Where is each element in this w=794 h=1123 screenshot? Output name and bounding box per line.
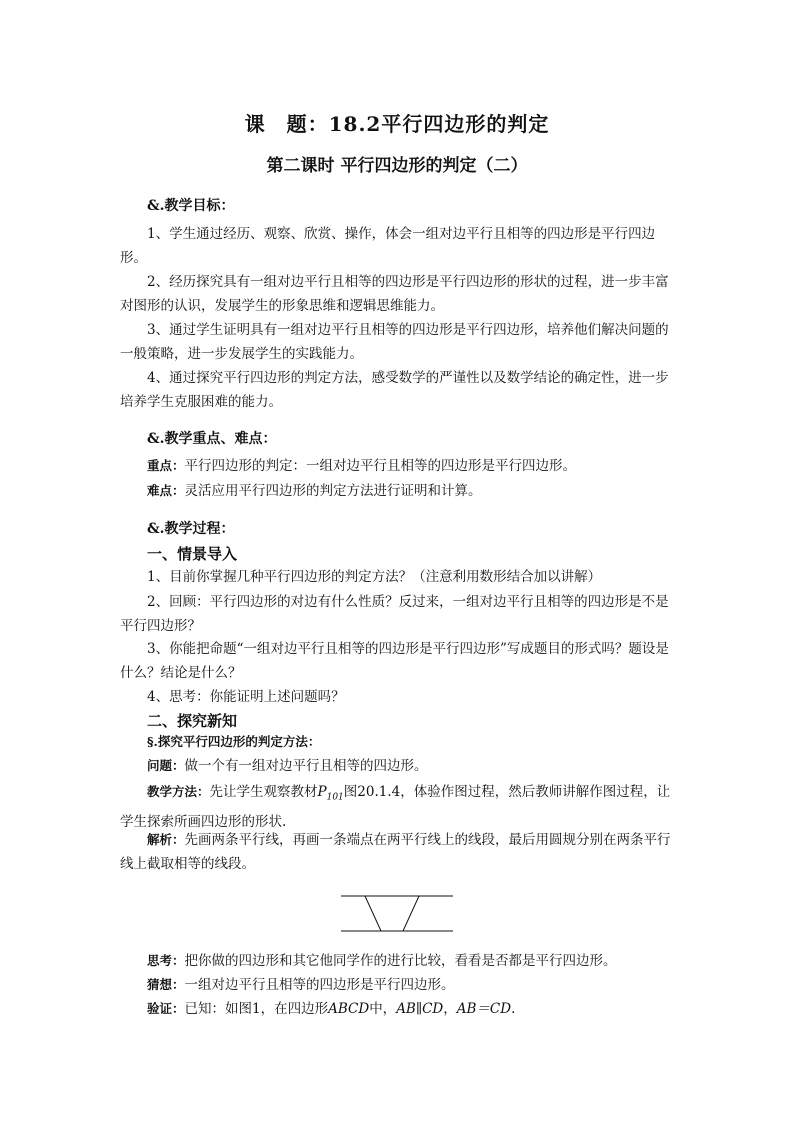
goal-item-2: 2、经历探究具有一组对边平行且相等的四边形是平行四边形的形状的过程，进一步丰富对图形的认识，发展学生的形象思维和逻辑思维能力。 bbox=[120, 274, 669, 314]
difficulty-label: 难点： bbox=[147, 483, 185, 498]
quad-name: ABCD bbox=[328, 1001, 370, 1017]
page-title: 课 题：18.2平行四边形的判定 bbox=[244, 112, 550, 136]
process-heading: &.教学过程： bbox=[147, 521, 235, 537]
segment-right bbox=[403, 896, 419, 931]
teaching-method-paragraph bbox=[120, 780, 680, 834]
goal-item-4: 4、通过探究平行四边形的判定方法，感受数学的严谨性以及数学结论的确定性，进一步培养学生克服困难的能力。 bbox=[120, 370, 669, 410]
key-points-heading: &.教学重点、难点： bbox=[147, 431, 277, 447]
think-label: 思考： bbox=[147, 953, 185, 968]
think-text: 把你做的四边形和其它他同学作的进行比较，看看是否都是平行四边形。 bbox=[184, 953, 617, 969]
page-ref-number: 101 bbox=[326, 792, 344, 803]
difficulty-line bbox=[147, 479, 482, 503]
goal-item-1: 1、学生通过经历、观察、欣赏、操作，体会一组对边平行且相等的四边形是平行四边形。 bbox=[120, 226, 656, 266]
goals-heading: &.教学目标： bbox=[147, 198, 235, 214]
problem-label: 问题： bbox=[147, 758, 185, 773]
guess-line bbox=[147, 973, 455, 997]
goal-item-3: 3、通过学生证明具有一组对边平行且相等的四边形是平行四边形，培养他们解决问题的一般策略，进一步发展学生的实践能力。 bbox=[120, 322, 669, 362]
verify-line bbox=[147, 997, 515, 1021]
intro-question-1: 1、目前你掌握几种平行四边形的判定方法？（注意利用数形结合加以讲解） bbox=[147, 569, 602, 585]
section-intro-heading: 一、情景导入 bbox=[147, 545, 238, 563]
verify-end: . bbox=[511, 1001, 516, 1017]
condition-parallel: AB∥CD bbox=[396, 1001, 444, 1017]
analysis-paragraph bbox=[120, 828, 680, 876]
verify-text-2: 中， bbox=[369, 1001, 397, 1017]
verify-text-1: 已知：如图1，在四边形 bbox=[184, 1001, 329, 1017]
intro-question-4: 4、思考：你能证明上述问题吗？ bbox=[147, 689, 345, 705]
problem-line bbox=[147, 754, 428, 778]
focus-text: 平行四边形的判定：一组对边平行且相等的四边形是平行四边形。 bbox=[184, 458, 577, 474]
verify-label: 验证： bbox=[147, 1001, 185, 1016]
analysis-label: 解析： bbox=[147, 832, 185, 847]
intro-question-2: 2、回顾：平行四边形的对边有什么性质？反过来，一组对边平行且相等的四边形是不是平行四边形？ bbox=[120, 594, 669, 634]
textbook-page-ref bbox=[317, 784, 344, 803]
difficulty-text: 灵活应用平行四边形的判定方法进行证明和计算。 bbox=[184, 483, 482, 499]
explore-method-heading: §.探究平行四边形的判定方法： bbox=[147, 734, 321, 749]
think-line bbox=[147, 949, 617, 973]
method-text-1: 先让学生观察教材 bbox=[209, 784, 318, 800]
method-label: 教学方法： bbox=[147, 784, 210, 799]
page-ref-letter: P bbox=[317, 784, 327, 800]
section-explore-heading: 二、探究新知 bbox=[147, 712, 238, 730]
guess-label: 猜想： bbox=[147, 977, 185, 992]
method-text-2: 图20.1.4，体验作图过程，然后教师讲解作图过程，让学生探索所画四边形的形状. bbox=[120, 784, 671, 830]
problem-text: 做一个有一组对边平行且相等的四边形。 bbox=[184, 758, 428, 774]
page-subtitle: 第二课时 平行四边形的判定（二） bbox=[266, 156, 528, 176]
parallel-lines-figure bbox=[335, 888, 455, 936]
guess-text: 一组对边平行且相等的四边形是平行四边形。 bbox=[184, 977, 455, 993]
focus-line bbox=[147, 454, 576, 478]
focus-label: 重点： bbox=[147, 458, 185, 473]
segment-left bbox=[365, 896, 381, 931]
analysis-text: 先画两条平行线，再画一条端点在两平行线上的线段，最后用圆规分别在两条平行线上截取相等的线段。 bbox=[120, 832, 671, 872]
intro-question-3: 3、你能把命题“一组对边平行且相等的四边形是平行四边形”写成题目的形式吗？题设是什么？结论是什么？ bbox=[120, 641, 669, 681]
condition-equal: AB＝CD bbox=[456, 1001, 512, 1017]
verify-separator: ， bbox=[443, 1001, 457, 1017]
